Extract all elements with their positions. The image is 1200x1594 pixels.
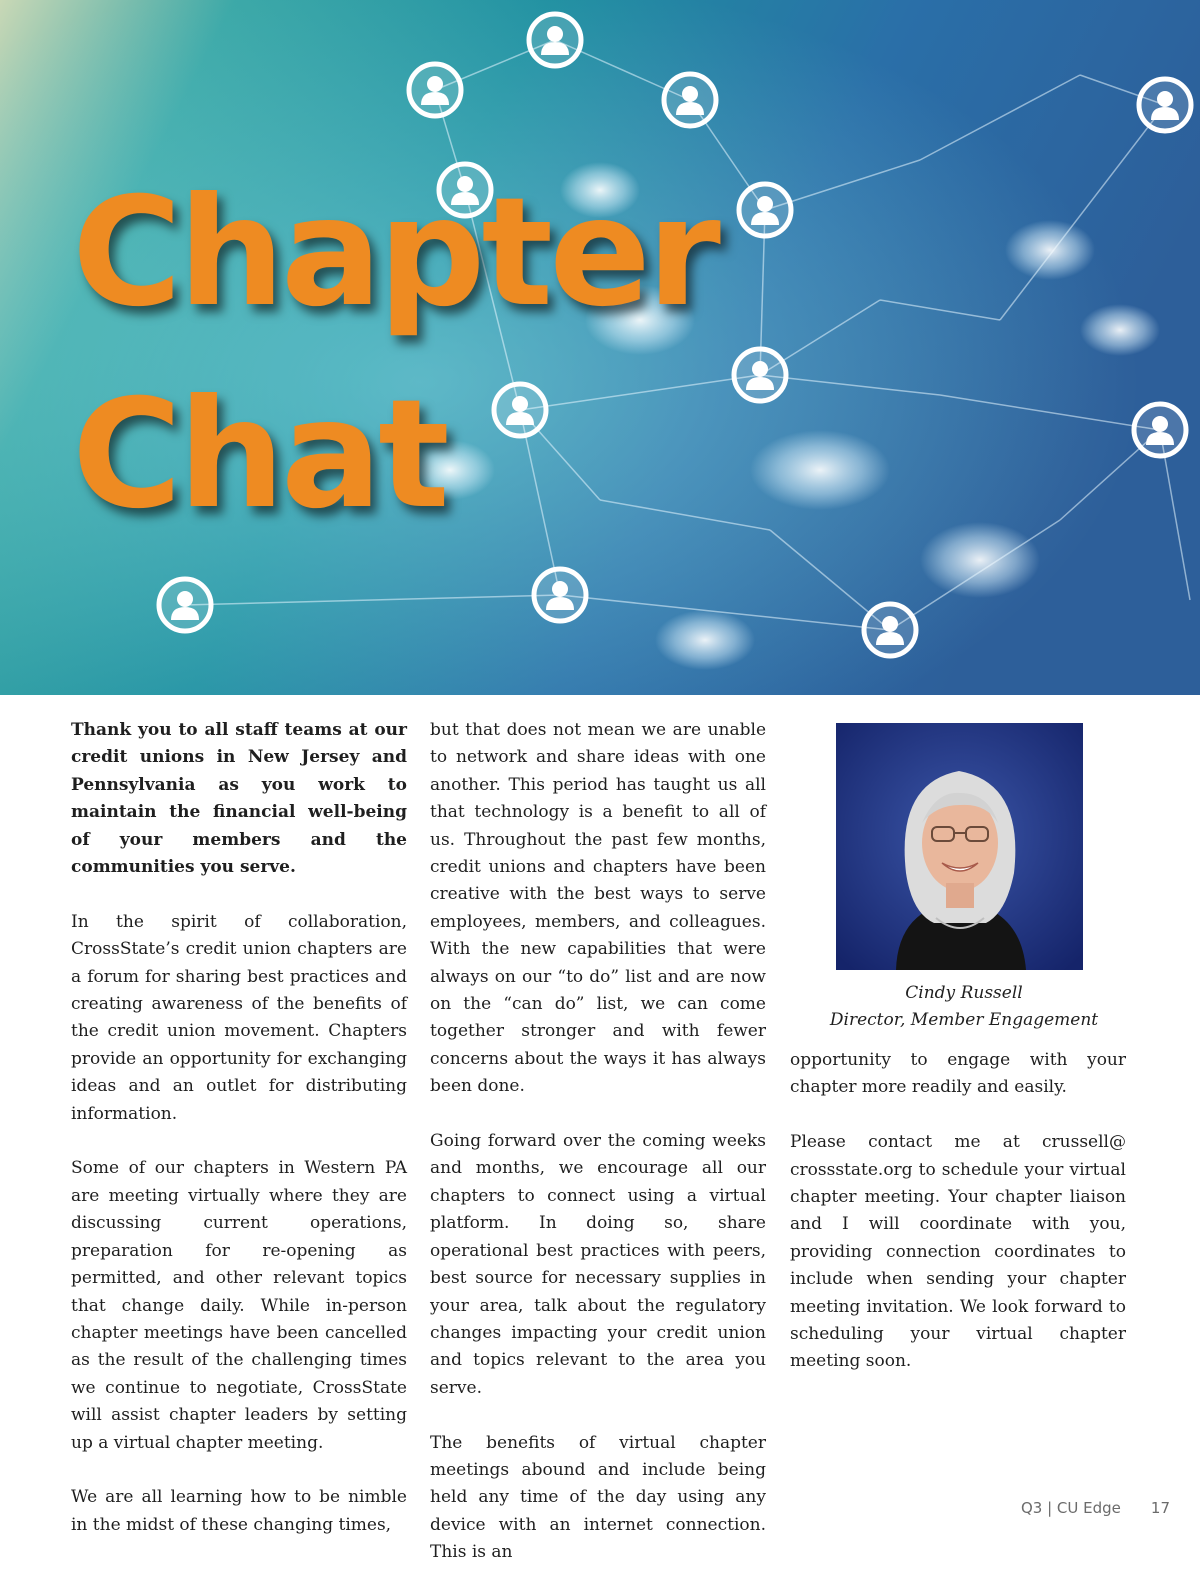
portrait-image	[836, 723, 1083, 970]
body-paragraph: opportunity to engage with your chapter more readily and easily.	[790, 1050, 1126, 1098]
contact-paragraph: Please contact me at crussell@ crossstate.org to schedule your virtual chapter meeting. Your chapter liaison and I will coordinate with you, providing connection coordinates to include when sending your chapter meeting invitation. We look forward to scheduling your virtual chapter meeting soon.	[790, 1132, 1126, 1372]
body-paragraph: In the spirit of collaboration, CrossState’s credit union chapters are a forum for sharing best practices and creating awareness of the benefits of the credit union movement. Chapters provide an opportunity for exchanging ideas and an outlet for distributing information.	[71, 911, 407, 1124]
hero-banner	[0, 0, 1200, 695]
network-background-image	[0, 0, 1200, 695]
article-column-3	[790, 1047, 1126, 1403]
page-number: 17	[1150, 1499, 1170, 1517]
body-paragraph: The benefits of virtual chapter meetings abound and include being held any time of the day using any device with an internet connection. This is an	[430, 1432, 766, 1563]
article-column-2	[430, 717, 766, 1594]
issue-label: Q3 | CU Edge	[1020, 1499, 1121, 1517]
headline-line-2: Chat	[72, 368, 446, 542]
author-title: Director, Member Engagement	[829, 1010, 1099, 1031]
body-paragraph: Going forward over the coming weeks and months, we encourage all our chapters to connect using a virtual platform. In doing so, share operational best practices with peers, best source for necessary supplies in your area, talk about the regulatory changes impacting your credit union and topics relevant to the area you serve.	[430, 1131, 766, 1398]
author-name: Cindy Russell	[905, 983, 1023, 1003]
headline-line-1: Chapter	[72, 166, 717, 340]
lead-paragraph: Thank you to all staff teams at our credit unions in New Jersey and Pennsylvania as you work to maintain the financial well-being of your members and the communities you serve.	[71, 720, 407, 878]
photo-caption	[790, 980, 1138, 1035]
author-photo	[836, 723, 1083, 970]
body-paragraph: but that does not mean we are unable to network and share ideas with one another. This period has taught us all that technology is a benefit to all of us. Throughout the past few months, credit unions and chapters have been creative with the best ways to serve employees, members, and colleagues. With the new capabilities that were always on our “to do” list and are now on the “can do” list, we can come together stronger and with fewer concerns about the ways it has always been done.	[430, 720, 766, 1097]
article-column-1	[71, 717, 407, 1567]
body-paragraph: We are all learning how to be nimble in the midst of these changing times,	[71, 1487, 407, 1535]
body-paragraph: Some of our chapters in Western PA are meeting virtually where they are discussing current operations, preparation for re-opening as permitted, and other relevant topics that change daily. While in-person chapter meetings have been cancelled as the result of the challenging times we continue to negotiate, CrossState will assist chapter leaders by setting up a virtual chapter meeting.	[71, 1158, 407, 1453]
page-footer	[1021, 1499, 1170, 1517]
